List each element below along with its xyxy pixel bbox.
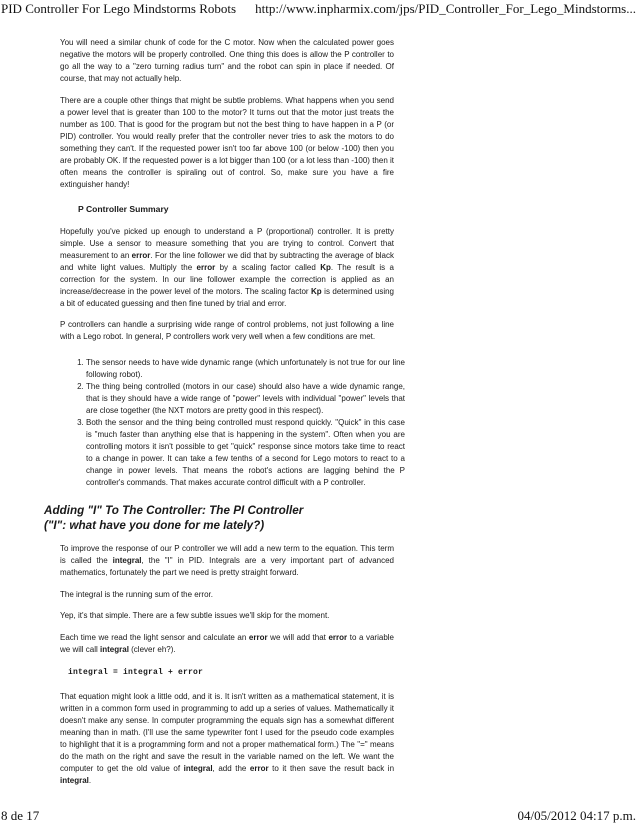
list-item: 1. The sensor needs to have wide dynamic range (which unfortunately is not true for our line following robot). [86, 357, 405, 381]
page-number: 8 de 17 [1, 808, 40, 823]
pi-controller-block [60, 543, 394, 787]
section-heading-pi-controller: Adding "I" To The Controller: The PI Controller ("I": what have you done for me lately?) [44, 504, 304, 532]
article-body [44, 37, 405, 796]
page-title: PID Controller For Lego Mindstorms Robots [1, 1, 237, 16]
paragraph-p-controller-conditions: P controllers can handle a surprising wide range of control problems, not just following a line with a Lego robot. In general, P controllers work very well when a few conditions are met. [60, 320, 394, 341]
summary-block [60, 37, 405, 489]
print-footer [0, 808, 638, 824]
paragraph-power-limits: There are a couple other things that might be subtle problems. What happens when you send a power level that is greater than 100 to the motor? It turns out that the motor just treats the number as 100. That is good for the program but not the best thing to have happen in a P (or PID) controller. You would really prefer that the controller never tries to ask the motors to do something they can't. If the requested power isn't too far above 100 (or below -100) then you are probably OK. If the requested power is a lot bigger than 100 (or a lot less than -100) then it often means the controller is spiraling out of control. So, make sure you have a fire extinguisher handy! [60, 95, 394, 189]
paragraph-equation-explained: That equation might look a little odd, and it is. It isn't written as a mathematical statement, it is written in a common form used in programming to add up a series of values. Mathematically it doesn't make any sense. In computer programming the equals sign has a somewhat different meaning than in math. (I'll use the same typewriter font I used for the pseudo code examples to highlight that it is a programming form and not a proper mathematical form.) The "=" means do the math on the right and save the result in the variable named on the left. We want the computer to get the old value of integral, add the error to it then save the result back in integral. [60, 691, 395, 785]
paragraph-integral-definition: The integral is the running sum of the error. [60, 589, 213, 599]
paragraph-integral-variable: Each time we read the light sensor and calculate an error we will add that error to a variable we will call integral (clever eh?). [60, 632, 394, 654]
paragraph-subtle-issues: Yep, it's that simple. There are a few subtle issues we'll skip for the moment. [60, 611, 330, 620]
paragraph-p-controller-explained: Hopefully you've picked up enough to understand a P (proportional) controller. It is pretty simple. Use a sensor to measure something that you are trying to control. Convert that measurement to an error. For the line follower we did that by subtracting the average of black and white light values. Multiply the error by a scaling factor called Kp. The result is a correction for the system. In our line follower example the correction is applied as an increase/decrease in the power level of the motors. The scaling factor Kp is determined using a bit of educated guessing and then fine tuned by trial and error. [60, 226, 395, 308]
code-integral-equation: integral = integral + error [68, 667, 204, 677]
print-datetime: 04/05/2012 04:17 p.m. [517, 808, 636, 823]
conditions-list [60, 357, 405, 489]
paragraph-integral-intro: To improve the response of our P controller we will add a new term to the equation. This term is called the integral, the "I" in PID. Integrals are a very important part of advanced mathematics, fortunately the part we need is pretty straight forward. [60, 544, 394, 577]
print-header [0, 1, 638, 17]
p-controller-summary-heading: P Controller Summary [78, 203, 169, 214]
list-item: 3. Both the sensor and the thing being controlled must respond quickly. "Quick" in this case is "much faster than anything else that is happening in the system". Often when you are controlling motors it isn't possible to get "quick" response since motors take time to react to a change in power. It can take a few tenths of a second for Lego motors to react to a change in power levels. That means the robot's actions are lagging behind the P controller's commands. That makes accurate control difficult with a P controller. [86, 417, 405, 489]
paragraph-motor-c: You will need a similar chunk of code for the C motor. Now when the calculated power goes negative the motors will be properly controlled. One thing this does is allow the P controller to go all the way to a "zero turning radius turn" and the robot can spin in place if needed. Of course, that may not actually help. [60, 38, 394, 83]
list-item: 2. The thing being controlled (motors in our case) should also have a wide dynamic range, that is they should have a wide range of "power" levels with individual "power" levels that are close together (the NXT motors are pretty good in this respect). [86, 381, 405, 417]
page-url: http://www.inpharmix.com/jps/PID_Controller_For_Lego_Mindstorms... [255, 1, 636, 16]
